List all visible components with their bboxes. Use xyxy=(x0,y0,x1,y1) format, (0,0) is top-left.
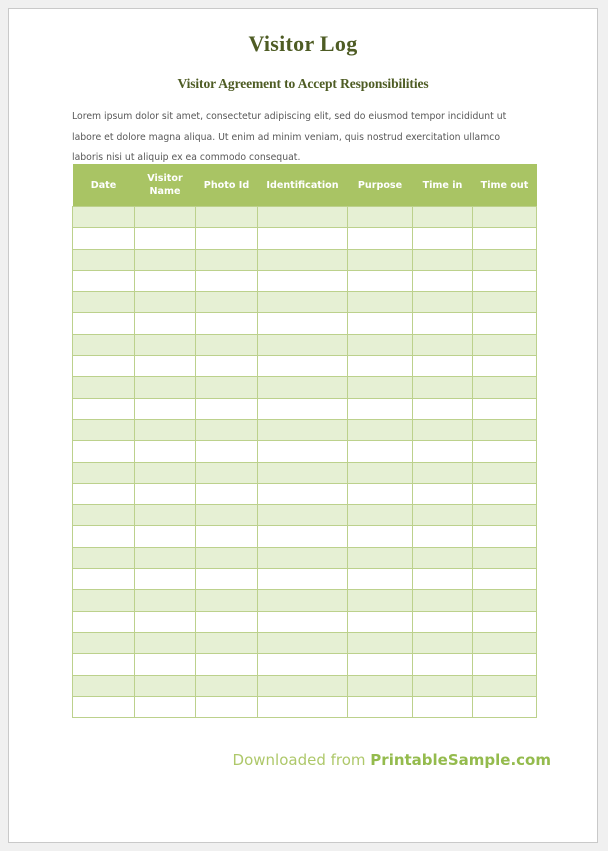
table-cell-timein[interactable] xyxy=(413,419,473,440)
table-cell-date[interactable] xyxy=(73,632,135,653)
table-cell-name[interactable] xyxy=(135,696,196,717)
table-row xyxy=(73,270,537,291)
table-cell-purpose[interactable] xyxy=(348,334,413,355)
table-row xyxy=(73,483,537,504)
table-row xyxy=(73,334,537,355)
table-cell-ident[interactable] xyxy=(258,505,348,526)
table-cell-timein[interactable] xyxy=(413,334,473,355)
table-cell-ident[interactable] xyxy=(258,547,348,568)
table-cell-date[interactable] xyxy=(73,270,135,291)
table-cell-photo[interactable] xyxy=(196,207,258,228)
table-cell-photo[interactable] xyxy=(196,313,258,334)
table-row xyxy=(73,356,537,377)
table-cell-photo[interactable] xyxy=(196,654,258,675)
table-cell-timein[interactable] xyxy=(413,441,473,462)
table-cell-name[interactable] xyxy=(135,483,196,504)
table-cell-timein[interactable] xyxy=(413,696,473,717)
table-row xyxy=(73,675,537,696)
table-row xyxy=(73,590,537,611)
table-cell-name[interactable] xyxy=(135,505,196,526)
table-cell-ident[interactable] xyxy=(258,207,348,228)
table-cell-date[interactable] xyxy=(73,419,135,440)
table-cell-ident[interactable] xyxy=(258,419,348,440)
table-cell-purpose[interactable] xyxy=(348,228,413,249)
table-cell-timeout[interactable] xyxy=(473,441,537,462)
table-cell-name[interactable] xyxy=(135,292,196,313)
table-row xyxy=(73,526,537,547)
table-cell-timeout[interactable] xyxy=(473,334,537,355)
table-cell-date[interactable] xyxy=(73,313,135,334)
table-cell-photo[interactable] xyxy=(196,696,258,717)
table-cell-timein[interactable] xyxy=(413,313,473,334)
table-cell-photo[interactable] xyxy=(196,441,258,462)
table-cell-photo[interactable] xyxy=(196,483,258,504)
table-cell-purpose[interactable] xyxy=(348,249,413,270)
table-cell-date[interactable] xyxy=(73,483,135,504)
table-cell-purpose[interactable] xyxy=(348,462,413,483)
table-cell-name[interactable] xyxy=(135,547,196,568)
table-cell-name[interactable] xyxy=(135,313,196,334)
table-cell-timeout[interactable] xyxy=(473,419,537,440)
table-cell-photo[interactable] xyxy=(196,419,258,440)
table-cell-photo[interactable] xyxy=(196,526,258,547)
table-cell-purpose[interactable] xyxy=(348,675,413,696)
table-cell-date[interactable] xyxy=(73,675,135,696)
table-row xyxy=(73,419,537,440)
table-cell-name[interactable] xyxy=(135,228,196,249)
table-cell-timeout[interactable] xyxy=(473,249,537,270)
table-cell-timeout[interactable] xyxy=(473,505,537,526)
table-cell-name[interactable] xyxy=(135,569,196,590)
table-cell-purpose[interactable] xyxy=(348,292,413,313)
table-cell-ident[interactable] xyxy=(258,483,348,504)
table-cell-photo[interactable] xyxy=(196,334,258,355)
table-cell-timein[interactable] xyxy=(413,675,473,696)
table-cell-ident[interactable] xyxy=(258,611,348,632)
table-cell-name[interactable] xyxy=(135,249,196,270)
table-cell-name[interactable] xyxy=(135,441,196,462)
table-row xyxy=(73,398,537,419)
table-cell-purpose[interactable] xyxy=(348,569,413,590)
table-cell-timein[interactable] xyxy=(413,356,473,377)
table-cell-name[interactable] xyxy=(135,377,196,398)
table-cell-timein[interactable] xyxy=(413,377,473,398)
column-header-time-out: Time out xyxy=(473,164,537,207)
page-content xyxy=(9,9,597,842)
table-cell-timeout[interactable] xyxy=(473,228,537,249)
footer-brand-link[interactable]: PrintableSample.com xyxy=(370,751,551,769)
table-cell-date[interactable] xyxy=(73,377,135,398)
table-cell-purpose[interactable] xyxy=(348,419,413,440)
table-cell-timein[interactable] xyxy=(413,526,473,547)
table-cell-ident[interactable] xyxy=(258,334,348,355)
table-cell-ident[interactable] xyxy=(258,228,348,249)
table-cell-name[interactable] xyxy=(135,334,196,355)
table-row xyxy=(73,654,537,675)
table-cell-ident[interactable] xyxy=(258,590,348,611)
table-cell-ident[interactable] xyxy=(258,249,348,270)
table-cell-timein[interactable] xyxy=(413,462,473,483)
table-cell-photo[interactable] xyxy=(196,569,258,590)
table-cell-purpose[interactable] xyxy=(348,590,413,611)
table-row xyxy=(73,313,537,334)
footer-prefix-text: Downloaded from xyxy=(232,751,371,769)
table-row xyxy=(73,441,537,462)
table-cell-timeout[interactable] xyxy=(473,462,537,483)
table-row xyxy=(73,377,537,398)
table-row xyxy=(73,611,537,632)
table-cell-ident[interactable] xyxy=(258,654,348,675)
table-cell-timein[interactable] xyxy=(413,632,473,653)
table-header xyxy=(73,164,537,207)
table-cell-photo[interactable] xyxy=(196,356,258,377)
table-cell-timeout[interactable] xyxy=(473,356,537,377)
table-cell-timeout[interactable] xyxy=(473,696,537,717)
table-cell-ident[interactable] xyxy=(258,356,348,377)
table-cell-name[interactable] xyxy=(135,675,196,696)
table-row xyxy=(73,569,537,590)
table-row xyxy=(73,462,537,483)
table-cell-timeout[interactable] xyxy=(473,590,537,611)
table-cell-purpose[interactable] xyxy=(348,654,413,675)
table-cell-date[interactable] xyxy=(73,505,135,526)
table-cell-photo[interactable] xyxy=(196,398,258,419)
table-cell-timein[interactable] xyxy=(413,590,473,611)
column-header-time-in: Time in xyxy=(413,164,473,207)
table-cell-ident[interactable] xyxy=(258,292,348,313)
table-cell-purpose[interactable] xyxy=(348,398,413,419)
table-cell-name[interactable] xyxy=(135,611,196,632)
table-row xyxy=(73,632,537,653)
table-cell-timeout[interactable] xyxy=(473,547,537,568)
table-cell-date[interactable] xyxy=(73,207,135,228)
table-cell-name[interactable] xyxy=(135,356,196,377)
table-cell-timeout[interactable] xyxy=(473,313,537,334)
table-cell-date[interactable] xyxy=(73,356,135,377)
table-cell-timein[interactable] xyxy=(413,292,473,313)
table-cell-photo[interactable] xyxy=(196,270,258,291)
column-header-purpose: Purpose xyxy=(348,164,413,207)
table-cell-date[interactable] xyxy=(73,228,135,249)
table-body xyxy=(73,207,537,718)
table-cell-date[interactable] xyxy=(73,569,135,590)
table-cell-purpose[interactable] xyxy=(348,632,413,653)
table-cell-purpose[interactable] xyxy=(348,377,413,398)
table-cell-timein[interactable] xyxy=(413,228,473,249)
table-cell-timeout[interactable] xyxy=(473,377,537,398)
table-cell-timeout[interactable] xyxy=(473,611,537,632)
table-cell-date[interactable] xyxy=(73,526,135,547)
table-cell-photo[interactable] xyxy=(196,462,258,483)
table-cell-date[interactable] xyxy=(73,249,135,270)
table-cell-date[interactable] xyxy=(73,334,135,355)
table-cell-ident[interactable] xyxy=(258,398,348,419)
table-cell-timeout[interactable] xyxy=(473,569,537,590)
table-cell-date[interactable] xyxy=(73,547,135,568)
table-cell-date[interactable] xyxy=(73,462,135,483)
table-cell-purpose[interactable] xyxy=(348,483,413,504)
table-row xyxy=(73,228,537,249)
table-cell-photo[interactable] xyxy=(196,590,258,611)
table-cell-timeout[interactable] xyxy=(473,292,537,313)
table-cell-photo[interactable] xyxy=(196,675,258,696)
table-cell-ident[interactable] xyxy=(258,270,348,291)
table-cell-photo[interactable] xyxy=(196,611,258,632)
table-cell-purpose[interactable] xyxy=(348,313,413,334)
column-header-photo-id: Photo Id xyxy=(196,164,258,207)
table-cell-name[interactable] xyxy=(135,526,196,547)
table-row xyxy=(73,249,537,270)
table-cell-timeout[interactable] xyxy=(473,398,537,419)
table-cell-photo[interactable] xyxy=(196,249,258,270)
table-row xyxy=(73,207,537,228)
table-cell-photo[interactable] xyxy=(196,547,258,568)
column-header-date: Date xyxy=(73,164,135,207)
table-cell-purpose[interactable] xyxy=(348,207,413,228)
printable-page xyxy=(8,8,598,843)
table-cell-date[interactable] xyxy=(73,590,135,611)
table-cell-timein[interactable] xyxy=(413,654,473,675)
table-cell-name[interactable] xyxy=(135,462,196,483)
table-cell-purpose[interactable] xyxy=(348,270,413,291)
visitor-log-table xyxy=(72,164,537,718)
table-cell-purpose[interactable] xyxy=(348,611,413,632)
table-cell-photo[interactable] xyxy=(196,505,258,526)
intro-paragraph: Lorem ipsum dolor sit amet, consectetur adipiscing elit, sed do eiusmod tempor incididunt ut labore et dolore magna aliqua. Ut enim ad minim veniam, quis nostrud exercitation ullamco laboris nisi ut aliquip ex ea commodo consequat. xyxy=(72,111,507,163)
table-cell-ident[interactable] xyxy=(258,675,348,696)
table-cell-timeout[interactable] xyxy=(473,654,537,675)
table-cell-timeout[interactable] xyxy=(473,675,537,696)
table-cell-timeout[interactable] xyxy=(473,207,537,228)
table-cell-photo[interactable] xyxy=(196,228,258,249)
table-cell-date[interactable] xyxy=(73,611,135,632)
table-cell-timein[interactable] xyxy=(413,569,473,590)
table-cell-timeout[interactable] xyxy=(473,483,537,504)
table-cell-ident[interactable] xyxy=(258,377,348,398)
table-cell-photo[interactable] xyxy=(196,377,258,398)
table-cell-photo[interactable] xyxy=(196,292,258,313)
table-cell-purpose[interactable] xyxy=(348,505,413,526)
table-cell-timeout[interactable] xyxy=(473,526,537,547)
table-cell-timein[interactable] xyxy=(413,270,473,291)
table-cell-date[interactable] xyxy=(73,696,135,717)
table-cell-ident[interactable] xyxy=(258,632,348,653)
table-cell-name[interactable] xyxy=(135,419,196,440)
table-cell-ident[interactable] xyxy=(258,462,348,483)
table-cell-timein[interactable] xyxy=(413,547,473,568)
table-cell-purpose[interactable] xyxy=(348,547,413,568)
table-cell-purpose[interactable] xyxy=(348,696,413,717)
table-cell-date[interactable] xyxy=(73,441,135,462)
table-cell-date[interactable] xyxy=(73,292,135,313)
table-cell-ident[interactable] xyxy=(258,696,348,717)
table-row xyxy=(73,547,537,568)
table-cell-ident[interactable] xyxy=(258,526,348,547)
table-cell-name[interactable] xyxy=(135,654,196,675)
column-header-visitor-name: Visitor Name xyxy=(135,164,196,207)
table-row xyxy=(73,696,537,717)
column-header-identification: Identification xyxy=(258,164,348,207)
table-cell-timeout[interactable] xyxy=(473,632,537,653)
table-cell-photo[interactable] xyxy=(196,632,258,653)
table-cell-name[interactable] xyxy=(135,590,196,611)
page-subtitle: Visitor Agreement to Accept Responsibilities xyxy=(177,76,429,91)
footer-credit xyxy=(233,751,551,769)
table-cell-timein[interactable] xyxy=(413,505,473,526)
table-cell-timeout[interactable] xyxy=(473,270,537,291)
table-cell-ident[interactable] xyxy=(258,441,348,462)
table-cell-ident[interactable] xyxy=(258,569,348,590)
table-cell-timein[interactable] xyxy=(413,249,473,270)
table-cell-name[interactable] xyxy=(135,270,196,291)
table-cell-timein[interactable] xyxy=(413,207,473,228)
table-cell-name[interactable] xyxy=(135,207,196,228)
table-cell-purpose[interactable] xyxy=(348,356,413,377)
table-cell-date[interactable] xyxy=(73,654,135,675)
table-header-row xyxy=(73,164,537,207)
table-cell-timein[interactable] xyxy=(413,483,473,504)
table-cell-ident[interactable] xyxy=(258,313,348,334)
table-cell-timein[interactable] xyxy=(413,398,473,419)
table-cell-purpose[interactable] xyxy=(348,526,413,547)
page-title: Visitor Log xyxy=(248,31,358,56)
table-cell-date[interactable] xyxy=(73,398,135,419)
table-cell-name[interactable] xyxy=(135,632,196,653)
table-cell-purpose[interactable] xyxy=(348,441,413,462)
table-row xyxy=(73,292,537,313)
table-cell-name[interactable] xyxy=(135,398,196,419)
table-row xyxy=(73,505,537,526)
table-cell-timein[interactable] xyxy=(413,611,473,632)
